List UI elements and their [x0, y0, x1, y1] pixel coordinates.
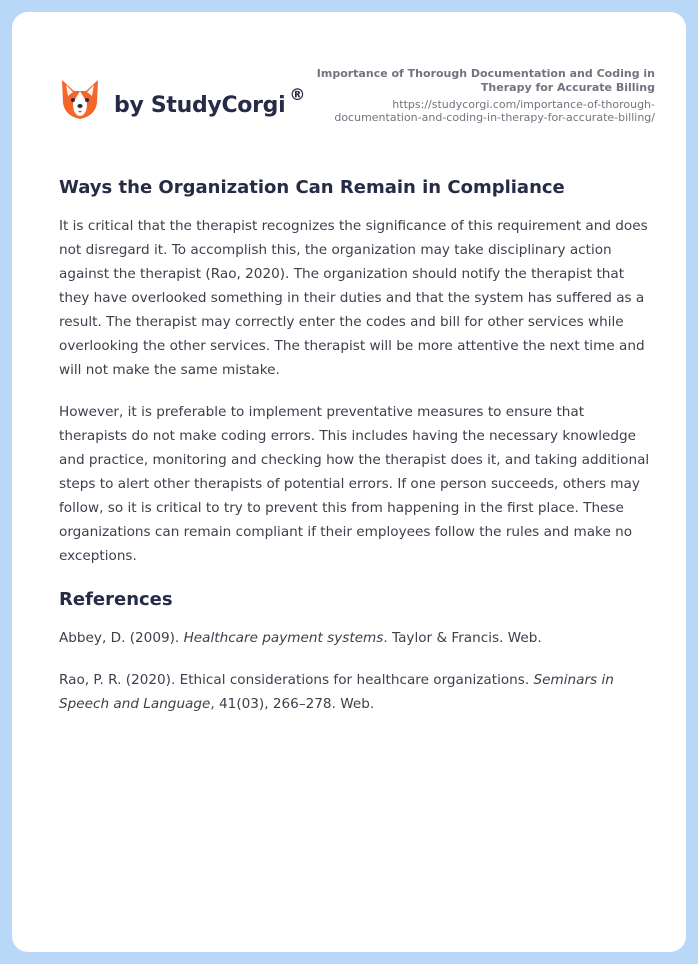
document-title: Importance of Thorough Documentation and Coding in Therapy for Accurate Billing [316, 67, 655, 94]
document-url[interactable]: https://studycorgi.com/importance-of-thorough- documentation-and-coding-in-therapy-for-accurate-billing/ [334, 98, 655, 124]
document-header [295, 67, 655, 124]
reference-item: Rao, P. R. (2020). Ethical considerations for healthcare organizations. Seminars in Speech and Language, 41(03), 266–278. Web. [59, 672, 614, 712]
paragraph: It is critical that the therapist recognizes the significance of this requirement and does not disregard it. To accomplish this, the organization may take disciplinary action against the therapist (Rao, 2020). The organization should notify the therapist that they have overlooked something in their duties and that the system has suffered as a result. The therapist may correctly enter the codes and bill for other services while overlooking the other services. The therapist will be more attentive the next time and will not make the same mistake. [59, 218, 648, 378]
brand-name: by StudyCorgi ® [114, 84, 306, 118]
article-content [59, 176, 655, 716]
paragraph: However, it is preferable to implement preventative measures to ensure that therapists do not make coding errors. This includes having the necessary knowledge and practice, monitoring and checking how the therapist does it, and taking additional steps to alert other therapists of potential errors. If one person succeeds, others may follow, so it is critical to try to prevent this from happening in the first place. These organizations can remain compliant if their employees follow the rules and make no exceptions. [59, 404, 650, 564]
studycorgi-logo[interactable] [60, 76, 305, 122]
corgi-icon [60, 76, 100, 122]
document-page [12, 12, 686, 952]
section-heading: Ways the Organization Can Remain in Compliance [59, 177, 565, 198]
reference-item: Abbey, D. (2009). Healthcare payment systems. Taylor & Francis. Web. [59, 630, 542, 646]
registered-mark: ® [289, 84, 306, 104]
references-heading: References [59, 589, 173, 610]
